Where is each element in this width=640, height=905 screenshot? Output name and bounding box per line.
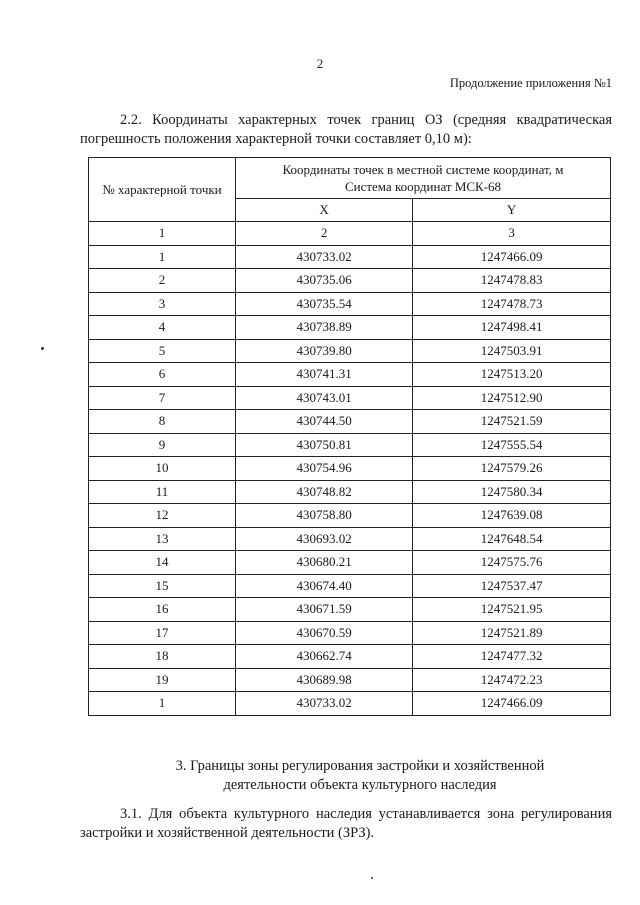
y-coordinate-cell: 1247521.59: [413, 410, 611, 434]
section-3-title-line2: деятельности объекта культурного наследия: [223, 777, 497, 793]
y-coordinate-cell: 1247478.73: [413, 292, 611, 316]
y-coordinate-cell: 1247513.20: [413, 363, 611, 387]
column-number-2: 2: [236, 222, 413, 246]
column-number-3: 3: [413, 222, 611, 246]
table-row: [89, 621, 611, 645]
coordinates-table: [88, 157, 611, 716]
point-number-cell: 3: [89, 292, 236, 316]
x-coordinate-cell: 430674.40: [236, 574, 413, 598]
y-coordinate-cell: 1247555.54: [413, 433, 611, 457]
section-3-1-number: 3.1.: [120, 806, 142, 822]
point-number-cell: 7: [89, 386, 236, 410]
table-row: [89, 316, 611, 340]
table-row: [89, 433, 611, 457]
table-row: [89, 504, 611, 528]
header-coordinate-system-line2: Система координат МСК-68: [344, 179, 502, 194]
point-number-cell: 9: [89, 433, 236, 457]
y-coordinate-cell: 1247466.09: [413, 692, 611, 716]
column-numbering-row: [89, 222, 611, 246]
x-coordinate-cell: 430748.82: [236, 480, 413, 504]
table-row: [89, 386, 611, 410]
x-coordinate-cell: 430670.59: [236, 621, 413, 645]
point-number-cell: 2: [89, 269, 236, 293]
x-coordinate-cell: 430735.06: [236, 269, 413, 293]
table-row: [89, 692, 611, 716]
x-coordinate-cell: 430662.74: [236, 645, 413, 669]
column-number-1: 1: [89, 222, 236, 246]
y-coordinate-cell: 1247477.32: [413, 645, 611, 669]
y-coordinate-cell: 1247648.54: [413, 527, 611, 551]
y-coordinate-cell: 1247580.34: [413, 480, 611, 504]
table-row: [89, 645, 611, 669]
x-coordinate-cell: 430671.59: [236, 598, 413, 622]
point-number-cell: 4: [89, 316, 236, 340]
table-row: [89, 410, 611, 434]
section-3-1-paragraph: [80, 805, 612, 843]
table-row: [89, 363, 611, 387]
point-number-cell: 11: [89, 480, 236, 504]
x-coordinate-cell: 430743.01: [236, 386, 413, 410]
point-number-cell: 17: [89, 621, 236, 645]
table-row: [89, 551, 611, 575]
point-number-cell: 1: [89, 692, 236, 716]
x-coordinate-cell: 430758.80: [236, 504, 413, 528]
table-row: [89, 598, 611, 622]
y-coordinate-cell: 1247521.95: [413, 598, 611, 622]
x-coordinate-cell: 430680.21: [236, 551, 413, 575]
x-coordinate-cell: 430733.02: [236, 692, 413, 716]
section-3-1-text: Для объекта культурного наследия устанавливается зона регулирования застройки и хозяйственной деятельности (ЗРЗ).: [80, 806, 612, 841]
x-coordinate-cell: 430693.02: [236, 527, 413, 551]
x-coordinate-cell: 430750.81: [236, 433, 413, 457]
y-coordinate-cell: 1247466.09: [413, 245, 611, 269]
table-row: [89, 457, 611, 481]
coordinates-table-body: [89, 222, 611, 716]
point-number-cell: 14: [89, 551, 236, 575]
x-coordinate-cell: 430738.89: [236, 316, 413, 340]
x-coordinate-cell: 430744.50: [236, 410, 413, 434]
header-point-number: № характерной точки: [89, 158, 236, 222]
point-number-cell: 15: [89, 574, 236, 598]
y-coordinate-cell: 1247639.08: [413, 504, 611, 528]
point-number-cell: 19: [89, 668, 236, 692]
table-row: [89, 574, 611, 598]
table-row: [89, 245, 611, 269]
section-2-2-text: Координаты характерных точек границ ОЗ (средняя квадратическая погрешность положения характерной точки составляет 0,10 м):: [80, 112, 612, 147]
table-row: [89, 339, 611, 363]
point-number-cell: 12: [89, 504, 236, 528]
header-y: Y: [413, 199, 611, 222]
point-number-cell: 1: [89, 245, 236, 269]
table-row: [89, 292, 611, 316]
y-coordinate-cell: 1247478.83: [413, 269, 611, 293]
scan-speck: [41, 347, 44, 350]
table-row: [89, 269, 611, 293]
y-coordinate-cell: 1247472.23: [413, 668, 611, 692]
header-coordinate-system: [236, 158, 611, 199]
x-coordinate-cell: 430735.54: [236, 292, 413, 316]
page-number: 2: [316, 56, 324, 71]
x-coordinate-cell: 430739.80: [236, 339, 413, 363]
point-number-cell: 16: [89, 598, 236, 622]
y-coordinate-cell: 1247503.91: [413, 339, 611, 363]
point-number-cell: 6: [89, 363, 236, 387]
point-number-cell: 10: [89, 457, 236, 481]
section-2-2-paragraph: [80, 111, 612, 149]
point-number-cell: 18: [89, 645, 236, 669]
point-number-cell: 5: [89, 339, 236, 363]
point-number-cell: 8: [89, 410, 236, 434]
table-row: [89, 527, 611, 551]
table-row: [89, 480, 611, 504]
header-x: X: [236, 199, 413, 222]
x-coordinate-cell: 430741.31: [236, 363, 413, 387]
section-2-2-number: 2.2.: [120, 112, 142, 128]
header-coordinate-system-line1: Координаты точек в местной системе координат, м: [282, 162, 564, 177]
x-coordinate-cell: 430689.98: [236, 668, 413, 692]
table-row: [89, 668, 611, 692]
y-coordinate-cell: 1247512.90: [413, 386, 611, 410]
y-coordinate-cell: 1247579.26: [413, 457, 611, 481]
x-coordinate-cell: 430733.02: [236, 245, 413, 269]
section-3-title: [140, 757, 580, 795]
x-coordinate-cell: 430754.96: [236, 457, 413, 481]
y-coordinate-cell: 1247575.76: [413, 551, 611, 575]
y-coordinate-cell: 1247521.89: [413, 621, 611, 645]
appendix-continuation-label: Продолжение приложения №1: [449, 76, 612, 90]
point-number-cell: 13: [89, 527, 236, 551]
section-3-title-line1: 3. Границы зоны регулирования застройки и хозяйственной: [175, 758, 545, 774]
y-coordinate-cell: 1247498.41: [413, 316, 611, 340]
y-coordinate-cell: 1247537.47: [413, 574, 611, 598]
scan-speck: [371, 877, 373, 879]
